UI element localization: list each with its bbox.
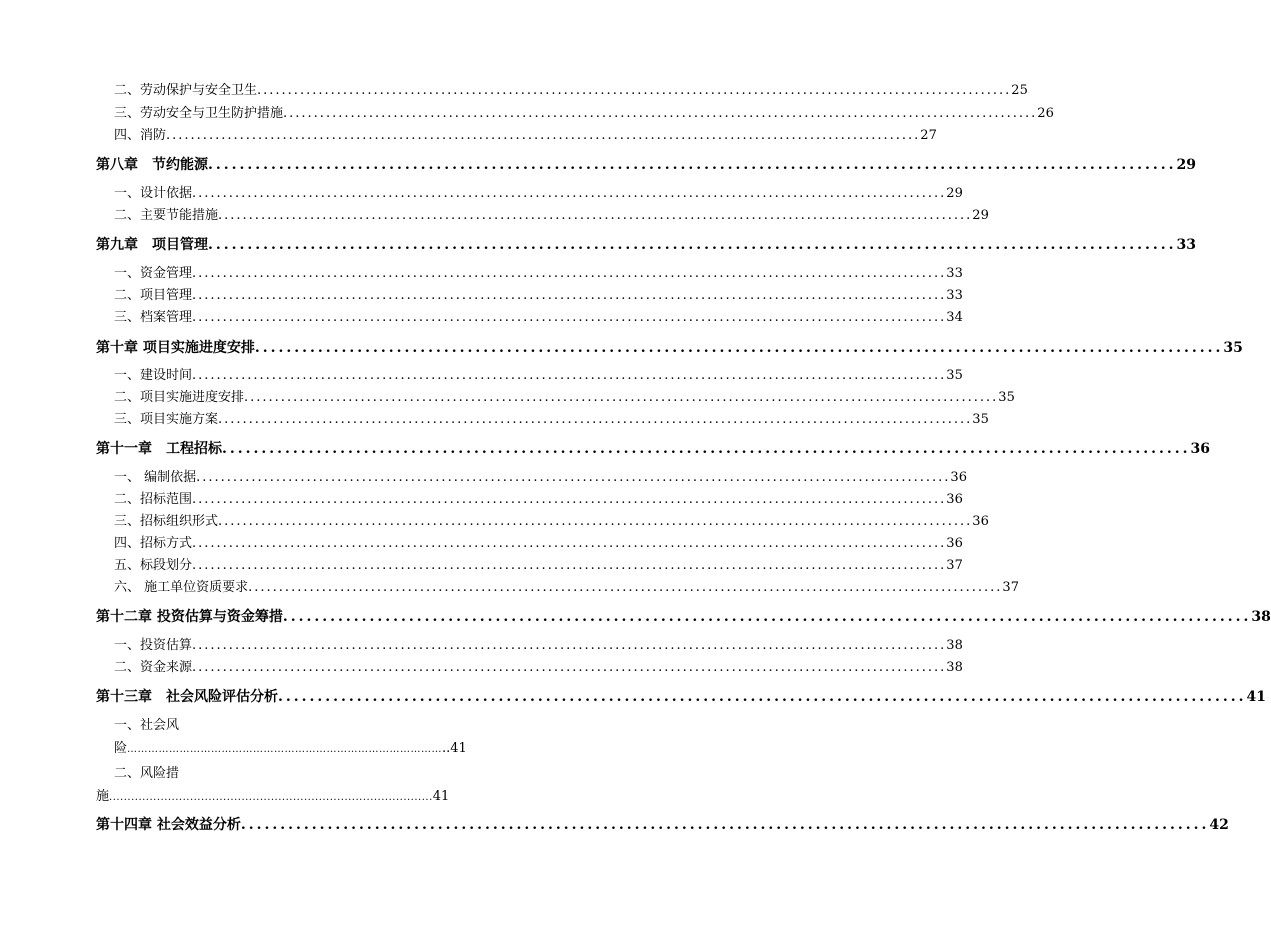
toc-page-number: 35 (972, 412, 989, 427)
toc-entry-label: 二、项目管理 (114, 288, 193, 303)
toc-entry[interactable] (114, 81, 1028, 101)
toc-entry[interactable] (114, 534, 963, 554)
toc-leader-dots: ……………………………………………………………………………… (127, 744, 443, 755)
toc-leader-dots: ........................................................................................................................... (257, 83, 1012, 98)
toc-entry-label: 五、标段划分 (114, 558, 193, 573)
toc-leader-dots: ........................................................................................................................... (254, 340, 1224, 356)
toc-leader-dots: ........................................................................................................................... (192, 638, 947, 653)
toc-entry[interactable] (114, 388, 1015, 408)
toc-leader-dots: ........................................................................................................................... (192, 492, 947, 507)
toc-entry-label: 三、档案管理 (114, 310, 193, 325)
toc-entry-label: 二、招标范围 (114, 492, 193, 507)
toc-chapter-entry[interactable] (96, 606, 1271, 628)
toc-entry[interactable] (114, 184, 963, 204)
toc-broken-entry-label-part1[interactable]: 二、风险措 (114, 766, 180, 781)
toc-entry[interactable] (114, 556, 963, 576)
toc-entry-label: 一、设计依据 (114, 186, 193, 201)
toc-page-number: 36 (946, 536, 963, 551)
toc-leader-dots: ........................................................................................................................... (192, 310, 947, 325)
toc-entry-label: 三、劳动安全与卫生防护措施 (114, 106, 284, 121)
toc-page-number: 29 (1176, 157, 1196, 173)
toc-page-number: 42 (1209, 817, 1229, 833)
toc-entry[interactable] (114, 490, 963, 510)
toc-leader-dots: ........................................................................................................................... (192, 660, 947, 675)
toc-broken-entry-line2[interactable] (96, 787, 449, 808)
toc-page-number: 36 (1190, 441, 1210, 457)
toc-page-number: 36 (972, 514, 989, 529)
toc-entry-label: 三、项目实施方案 (114, 412, 219, 427)
toc-chapter-label: 第八章 节约能源 (96, 157, 208, 173)
toc-leader-dots: ........................................................................................................................... (196, 470, 951, 485)
toc-page-number: 35 (998, 390, 1015, 405)
toc-leader-dots: ........................................................................................................................... (192, 266, 947, 281)
toc-entry[interactable] (114, 286, 963, 306)
toc-page-number: 37 (1002, 580, 1019, 595)
toc-entry-label: 四、招标方式 (114, 536, 193, 551)
toc-leader-dots: ........................................................................................................................... (283, 106, 1038, 121)
toc-leader-dots: ........................................................................................................................... (192, 536, 947, 551)
toc-chapter-label: 第十一章 工程招标 (96, 441, 222, 457)
toc-leader-dots: ........................................................................................................................... (244, 390, 999, 405)
toc-page-number: 35 (946, 368, 963, 383)
toc-page-number: 41 (432, 789, 450, 804)
toc-entry-label: 一、投资估算 (114, 638, 193, 653)
toc-leader-dots: ........................................................................................ (109, 792, 433, 803)
toc-broken-entry-label-part2: 施 (96, 789, 110, 804)
toc-page-number: 29 (972, 208, 989, 223)
toc-page-number: 33 (1176, 237, 1196, 253)
toc-entry[interactable] (114, 206, 989, 226)
toc-leader-dots: ........................................................................................................................... (192, 368, 947, 383)
toc-entry-label: 四、消防 (114, 128, 167, 143)
toc-page-number: 36 (946, 492, 963, 507)
toc-page-number: 25 (1011, 83, 1028, 98)
toc-leader-dots: ........................................................................................................................... (240, 817, 1210, 833)
toc-entry[interactable] (114, 468, 967, 488)
toc-leader-dots: ........................................................................................................................... (166, 128, 921, 143)
toc-chapter-entry[interactable] (96, 154, 1196, 176)
toc-chapter-entry[interactable] (96, 234, 1196, 256)
toc-page-number: 34 (946, 310, 963, 325)
toc-entry-label: 二、劳动保护与安全卫生 (114, 83, 258, 98)
toc-entry[interactable] (114, 578, 1019, 598)
toc-leader-dots: ........................................................................................................................... (222, 441, 1191, 457)
toc-chapter-label: 第九章 项目管理 (96, 237, 208, 253)
toc-leader-dots: ........................................................................................................................... (208, 157, 1177, 173)
toc-entry-label: 二、项目实施进度安排 (114, 390, 245, 405)
toc-entry[interactable] (114, 308, 963, 328)
toc-page-number: ..41 (442, 741, 467, 756)
toc-chapter-label: 第十二章 投资估算与资金筹措 (96, 609, 283, 625)
toc-leader-dots: ........................................................................................................................... (218, 208, 973, 223)
toc-leader-dots: ........................................................................................................................... (218, 514, 973, 529)
toc-chapter-entry[interactable] (96, 438, 1210, 460)
toc-leader-dots: ........................................................................................................................... (192, 288, 947, 303)
toc-leader-dots: ........................................................................................................................... (218, 412, 973, 427)
toc-page-number: 38 (1251, 609, 1271, 625)
toc-page-number: 29 (946, 186, 963, 201)
toc-page-number: 35 (1223, 340, 1243, 356)
toc-entry-label: 六、 施工单位资质要求 (114, 580, 249, 595)
toc-entry[interactable] (114, 410, 989, 430)
toc-chapter-entry[interactable] (96, 814, 1229, 836)
toc-entry-label: 一、 编制依据 (114, 470, 197, 485)
toc-broken-entry-label-part1[interactable]: 一、社会风 (114, 718, 180, 733)
toc-page-number: 33 (946, 288, 963, 303)
toc-page-number: 26 (1037, 106, 1054, 121)
toc-entry[interactable] (114, 512, 989, 532)
toc-entry-label: 三、招标组织形式 (114, 514, 219, 529)
toc-chapter-label: 第十三章 社会风险评估分析 (96, 689, 278, 705)
toc-leader-dots: ........................................................................................................................... (192, 186, 947, 201)
toc-entry[interactable] (114, 636, 963, 656)
toc-page-number: 36 (950, 470, 967, 485)
toc-page-number: 41 (1246, 689, 1266, 705)
toc-entry-label: 二、主要节能措施 (114, 208, 219, 223)
toc-leader-dots: ........................................................................................................................... (278, 689, 1247, 705)
toc-entry[interactable] (114, 658, 963, 678)
toc-page-number: 38 (946, 660, 963, 675)
toc-page-number: 38 (946, 638, 963, 653)
toc-entry[interactable] (114, 366, 963, 386)
toc-entry-label: 一、建设时间 (114, 368, 193, 383)
toc-entry[interactable] (114, 104, 1054, 124)
toc-page-number: 33 (946, 266, 963, 281)
toc-entry[interactable] (114, 264, 963, 284)
toc-page-number: 37 (946, 558, 963, 573)
toc-entry[interactable] (114, 126, 937, 146)
toc-leader-dots: ........................................................................................................................... (192, 558, 947, 573)
toc-entry-label: 一、资金管理 (114, 266, 193, 281)
toc-chapter-label: 第十章 项目实施进度安排 (96, 340, 255, 356)
toc-chapter-entry[interactable] (96, 337, 1243, 359)
toc-chapter-label: 第十四章 社会效益分析 (96, 817, 241, 833)
toc-leader-dots: ........................................................................................................................... (208, 237, 1177, 253)
toc-leader-dots: ........................................................................................................................... (248, 580, 1003, 595)
toc-leader-dots: ........................................................................................................................... (282, 609, 1252, 625)
toc-chapter-entry[interactable] (96, 686, 1266, 708)
toc-page-number: 27 (920, 128, 937, 143)
toc-broken-entry-line2[interactable] (114, 739, 467, 760)
toc-entry-label: 二、资金来源 (114, 660, 193, 675)
toc-broken-entry-label-part2: 险 (114, 741, 128, 756)
